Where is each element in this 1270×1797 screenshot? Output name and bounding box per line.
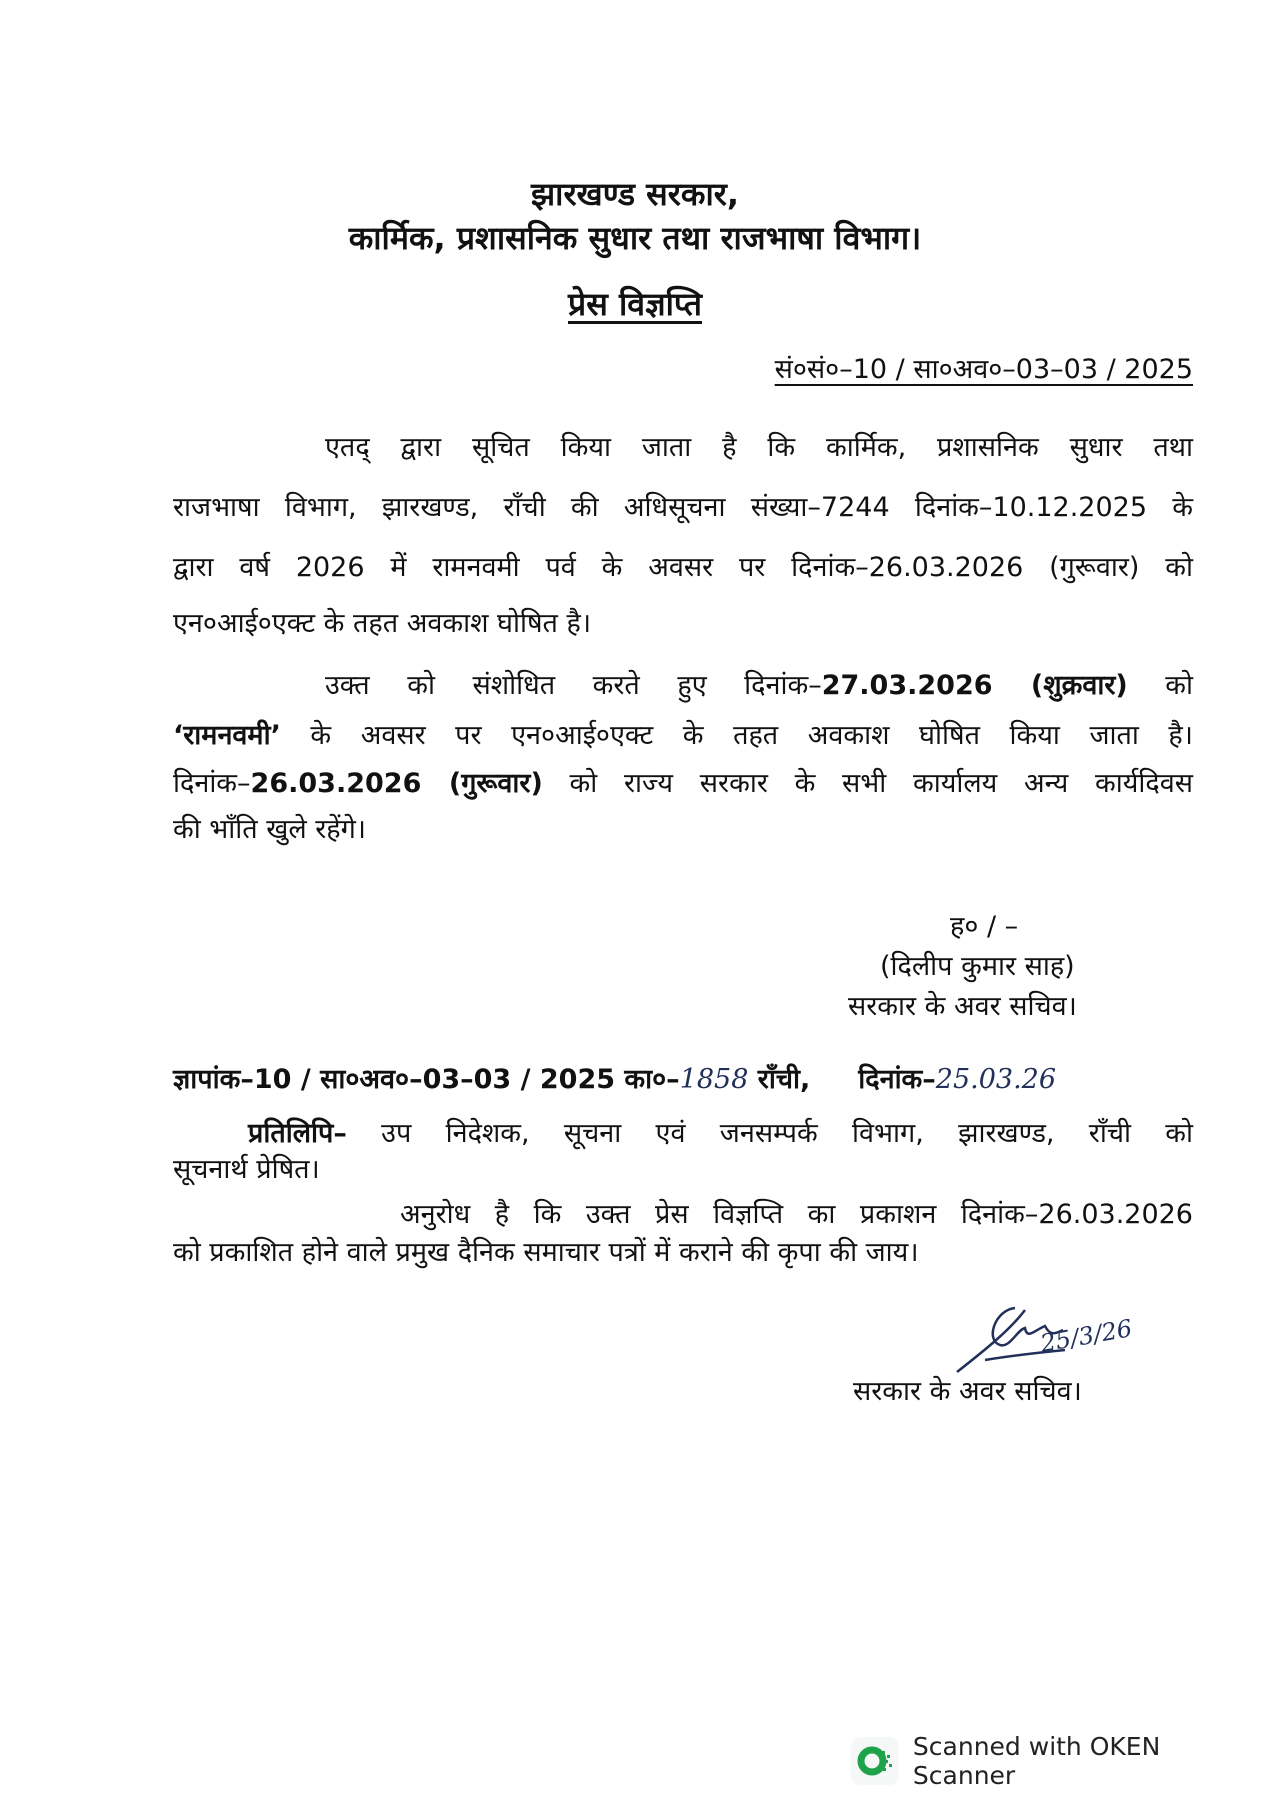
request-line: को प्रकाशित होने वाले प्रमुख दैनिक समाचार पत्रों में कराने की कृपा की जाय। — [173, 1237, 919, 1268]
scanner-watermark — [851, 1732, 1270, 1790]
para2-line: की भाँति खुले रहेंगे। — [173, 814, 367, 845]
handwritten-signature — [955, 1300, 1175, 1380]
reference-number: सं०सं०–10 / सा०अव०–03–03 / 2025 — [774, 354, 1193, 385]
signatory-designation: सरकार के अवर सचिव। — [853, 1376, 1082, 1407]
signatory-designation: सरकार के अवर सचिव। — [848, 991, 1077, 1022]
para1-line: राजभाषा विभाग, झारखण्ड, राँची की अधिसूचना संख्या–7244 दिनांक–10.12.2025 के — [173, 492, 1193, 523]
department-name: कार्मिक, प्रशासनिक सुधार तथा राजभाषा विभाग। — [348, 219, 922, 257]
document-title: प्रेस विज्ञप्ति — [568, 285, 702, 323]
para1-line: एतद् द्वारा सूचित किया जाता है कि कार्मिक, प्रशासनिक सुधार तथा — [325, 432, 1193, 463]
signed-mark: ह० / – — [950, 911, 1019, 942]
copy-line: प्रतिलिपि– उप निदेशक, सूचना एवं जनसम्पर्क विभाग, झारखण्ड, राँची को — [248, 1118, 1193, 1149]
signature-date: 25/3/26 — [1038, 1314, 1135, 1358]
para1-line: एन०आई०एक्ट के तहत अवकाश घोषित है। — [173, 608, 592, 639]
government-name: झारखण्ड सरकार, — [530, 175, 740, 213]
para2-line: उक्त को संशोधित करते हुए दिनांक–27.03.2026 (शुक्रवार) को — [325, 670, 1193, 701]
oken-logo-icon — [851, 1737, 899, 1785]
memo-line: ज्ञापांक–10 / सा०अव०–03–03 / 2025 का०–1858 राँची, दिनांक–25.03.26 — [173, 1064, 1057, 1095]
signatory-name: (दिलीप कुमार साह) — [880, 951, 1075, 982]
watermark-text: Scanned with OKEN Scanner — [912, 1732, 1161, 1790]
para2-line: दिनांक–26.03.2026 (गुरूवार) को राज्य सरकार के सभी कार्यालय अन्य कार्यदिवस — [173, 768, 1193, 799]
para2-line: ‘रामनवमी’ के अवसर पर एन०आई०एक्ट के तहत अवकाश घोषित किया जाता है। — [173, 720, 1193, 751]
request-line: अनुरोध है कि उक्त प्रेस विज्ञप्ति का प्रकाशन दिनांक–26.03.2026 — [400, 1199, 1193, 1230]
para1-line: द्वारा वर्ष 2026 में रामनवमी पर्व के अवसर पर दिनांक–26.03.2026 (गुरूवार) को — [173, 552, 1193, 583]
copy-line: सूचनार्थ प्रेषित। — [173, 1154, 320, 1185]
